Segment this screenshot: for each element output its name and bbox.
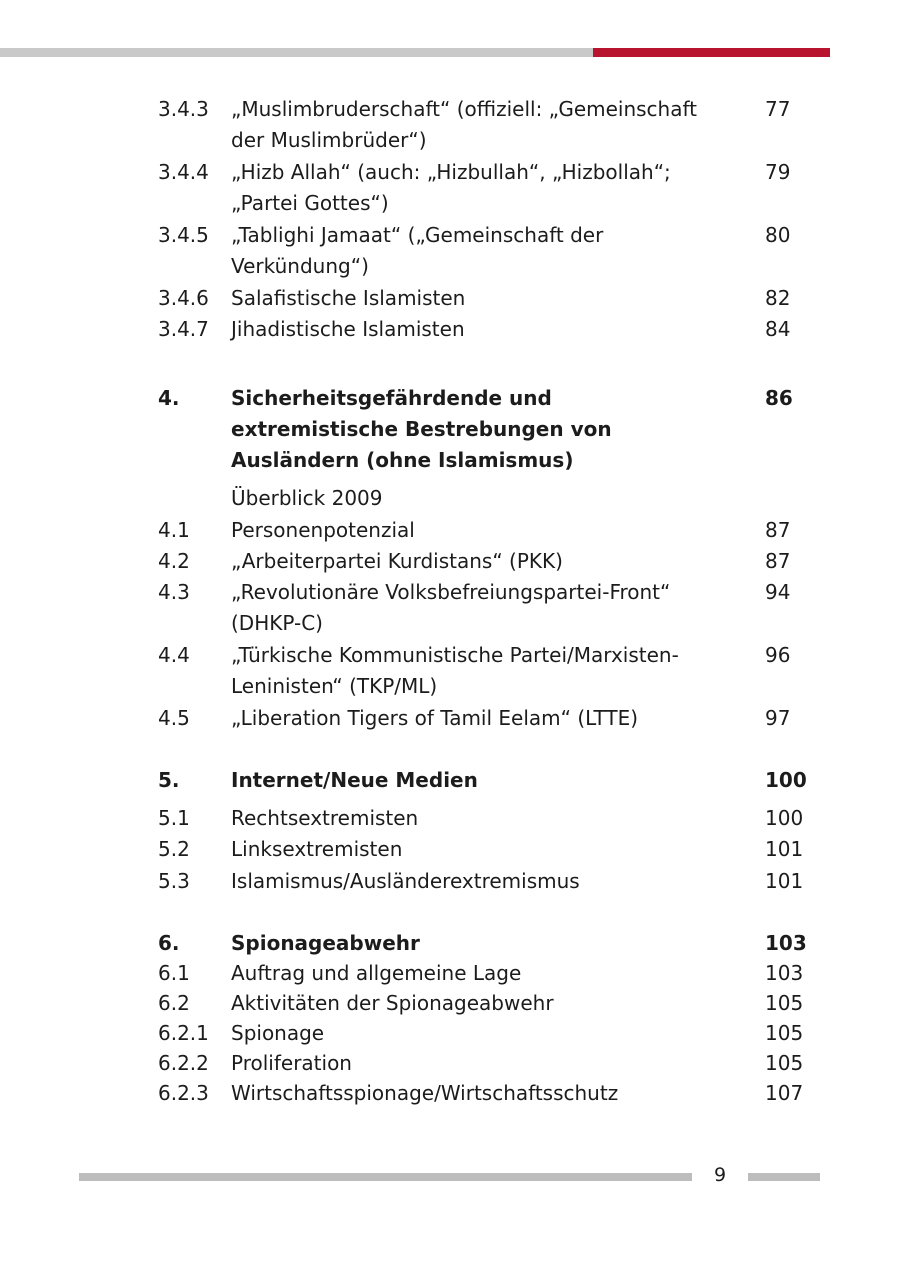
toc-chapter-number: 5. <box>158 768 180 792</box>
toc-entry-page: 101 <box>765 869 804 893</box>
toc-entry-title: Proliferation <box>231 1051 352 1075</box>
toc-chapter-page: 100 <box>765 768 807 792</box>
toc-entry-page: 84 <box>765 317 791 341</box>
toc-entry-title: Salafistische Islamisten <box>231 286 466 310</box>
toc-entry-number: 6.2.2 <box>158 1051 209 1075</box>
toc-entry-page: 107 <box>765 1081 804 1105</box>
header-rule-gray <box>0 48 593 57</box>
toc-entry-number: 4.1 <box>158 518 190 542</box>
toc-entry-number: 6.2 <box>158 991 190 1015</box>
toc-entry-number: 4.3 <box>158 580 190 604</box>
toc-entry-page: 97 <box>765 706 791 730</box>
toc-entry-title: Spionage <box>231 1021 325 1045</box>
toc-entry-number: 3.4.3 <box>158 97 209 121</box>
toc-entry-title: Islamismus/Ausländerextremismus <box>231 869 580 893</box>
toc-entry-title: „Muslimbruderschaft“ (offiziell: „Gemeinschaft der Muslimbrüder“) <box>231 97 698 152</box>
toc-entry-title: Jihadistische Islamisten <box>231 317 465 341</box>
toc-entry-title: Linksextremisten <box>231 837 403 861</box>
toc-entry-page: 96 <box>765 643 791 667</box>
toc-entry-page: 94 <box>765 580 791 604</box>
toc-entry-page: 82 <box>765 286 791 310</box>
toc-entry-number: 3.4.6 <box>158 286 209 310</box>
toc-entry-number: 6.1 <box>158 961 190 985</box>
toc-entry-page: 79 <box>765 160 791 184</box>
toc-entry-number: 5.2 <box>158 837 190 861</box>
toc-entry-title: Auftrag und allgemeine Lage <box>231 961 522 985</box>
page-number: 9 <box>713 1164 727 1186</box>
toc-entry-title: „Tablighi Jamaat“ („Gemeinschaft der Verkündung“) <box>231 223 604 278</box>
toc-chapter-title: Spionageabwehr <box>231 931 420 955</box>
toc-entry-title: „Türkische Kommunistische Partei/Marxisten-Leninisten“ (TKP/ML) <box>231 643 679 698</box>
toc-entry-number: 3.4.5 <box>158 223 209 247</box>
toc-entry-number: 6.2.1 <box>158 1021 209 1045</box>
toc-entry-page: 103 <box>765 961 804 985</box>
toc-entry-page: 105 <box>765 1021 804 1045</box>
toc-entry-page: 77 <box>765 97 791 121</box>
toc-entry-title: Rechtsextremisten <box>231 806 419 830</box>
toc-entry-title: Überblick 2009 <box>231 486 383 510</box>
toc-entry-number: 5.3 <box>158 869 190 893</box>
toc-entry-title: „Hizb Allah“ (auch: „Hizbullah“, „Hizbollah“; „Partei Gottes“) <box>231 160 671 215</box>
toc-entry-page: 100 <box>765 806 804 830</box>
toc-entry-title: Personenpotenzial <box>231 518 415 542</box>
toc-entry-title: „Liberation Tigers of Tamil Eelam“ (LTTE) <box>231 706 639 730</box>
toc-entry-title: Wirtschaftsspionage/Wirtschaftsschutz <box>231 1081 619 1105</box>
toc-chapter-page: 86 <box>765 386 793 410</box>
toc-entry-title: „Revolutionäre Volksbefreiungspartei-Front“ (DHKP-C) <box>231 580 671 635</box>
toc-chapter-title: Internet/Neue Medien <box>231 768 478 792</box>
toc-entry-title: Aktivitäten der Spionageabwehr <box>231 991 554 1015</box>
toc-entry-page: 80 <box>765 223 791 247</box>
toc-chapter-page: 103 <box>765 931 807 955</box>
toc-entry-number: 4.5 <box>158 706 190 730</box>
toc-entry-page: 105 <box>765 1051 804 1075</box>
toc-entry-number: 3.4.4 <box>158 160 209 184</box>
toc-entry-number: 5.1 <box>158 806 190 830</box>
footer-rule-right <box>748 1173 820 1181</box>
toc-entry-page: 101 <box>765 837 804 861</box>
toc-entry-page: 87 <box>765 549 791 573</box>
header-rule-accent <box>593 48 830 57</box>
toc-entry-number: 4.4 <box>158 643 190 667</box>
footer-rule-left <box>79 1173 692 1181</box>
toc-entry-title: „Arbeiterpartei Kurdistans“ (PKK) <box>231 549 563 573</box>
toc-chapter-number: 4. <box>158 386 180 410</box>
toc-chapter-title: Sicherheitsgefährdende und extremistische Bestrebungen von Ausländern (ohne Islamismus) <box>231 386 612 472</box>
toc-entry-number: 4.2 <box>158 549 190 573</box>
toc-entry-number: 6.2.3 <box>158 1081 209 1105</box>
toc-entry-number: 3.4.7 <box>158 317 209 341</box>
toc-chapter-number: 6. <box>158 931 180 955</box>
toc-entry-page: 105 <box>765 991 804 1015</box>
toc-entry-page: 87 <box>765 518 791 542</box>
